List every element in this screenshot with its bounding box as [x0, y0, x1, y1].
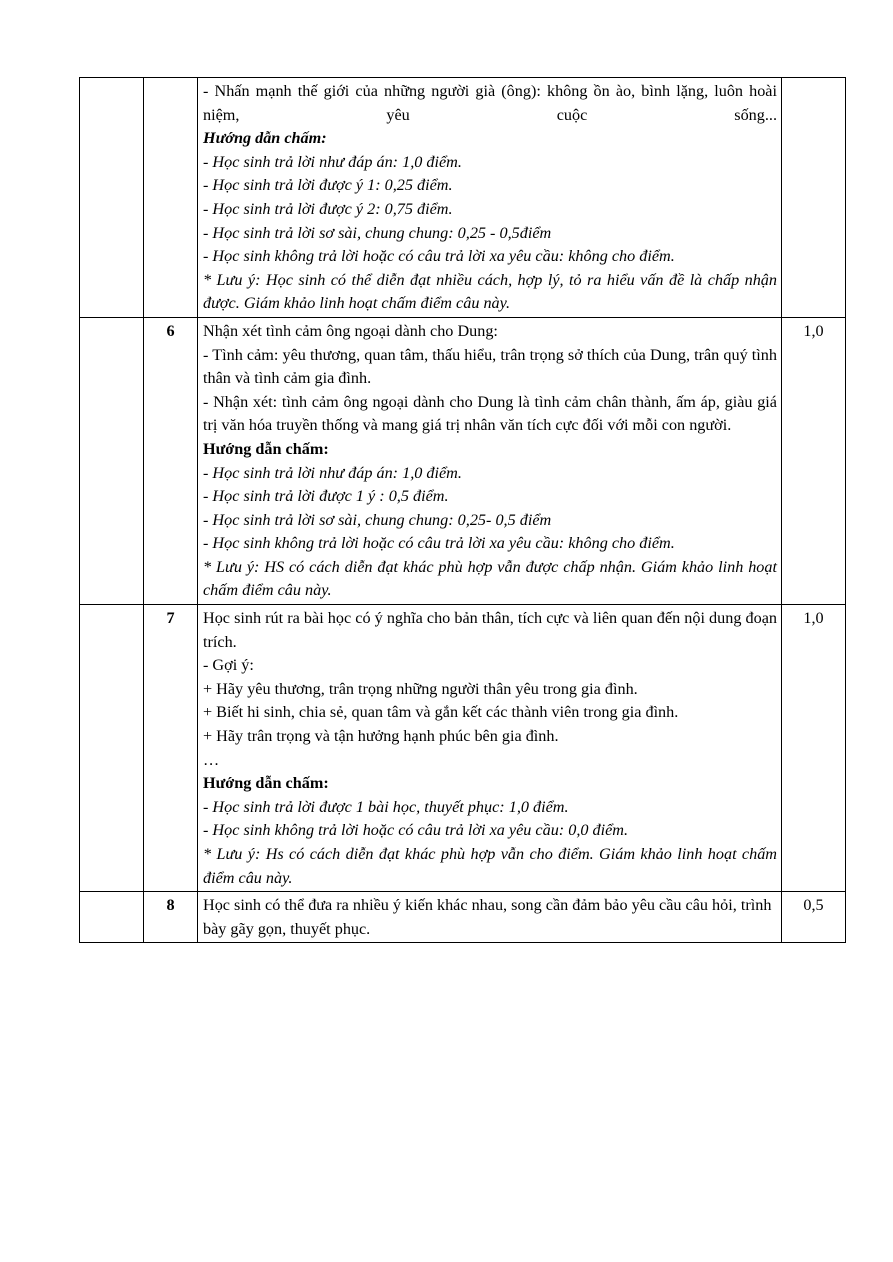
answer-content	[198, 78, 782, 318]
table-row	[80, 317, 846, 604]
score-cell	[782, 78, 846, 318]
grading-line: - Học sinh trả lời sơ sài, chung chung: 0,25 - 0,5điểm	[203, 223, 552, 242]
table-row	[80, 892, 846, 943]
answer-line: Nhận xét tình cảm ông ngoại dành cho Dung:	[203, 321, 498, 340]
question-number: 6	[144, 317, 198, 604]
answer-line: Học sinh có thể đưa ra nhiều ý kiến khác nhau, song cần đảm bảo yêu cầu câu hỏi, trình bày gãy gọn, thuyết phục.	[203, 896, 772, 938]
score-cell: 1,0	[782, 605, 846, 892]
question-number: 7	[144, 605, 198, 892]
grading-line: - Học sinh không trả lời hoặc có câu trả lời xa yêu cầu: 0,0 điểm.	[203, 821, 629, 840]
answer-line: + Biết hi sinh, chia sẻ, quan tâm và gắn kết các thành viên trong gia đình.	[203, 703, 679, 722]
answer-line: + Hãy trân trọng và tận hưởng hạnh phúc bên gia đình.	[203, 727, 559, 746]
table-row	[80, 605, 846, 892]
note-line: * Lưu ý: HS có cách diễn đạt khác phù hợp vẫn được chấp nhận. Giám khảo linh hoạt chấm điểm câu này.	[203, 557, 777, 600]
grading-line: - Học sinh trả lời được ý 1: 0,25 điểm.	[203, 176, 453, 195]
ellipsis-line: …	[203, 750, 220, 769]
answer-content	[198, 605, 782, 892]
section-cell	[80, 605, 144, 892]
answer-line: Học sinh rút ra bài học có ý nghĩa cho bản thân, tích cực và liên quan đến nội dung đoạn trích.	[203, 609, 777, 651]
grading-line: - Học sinh trả lời được 1 ý : 0,5 điểm.	[203, 487, 449, 506]
answer-line: + Hãy yêu thương, trân trọng những người thân yêu trong gia đình.	[203, 679, 638, 698]
section-cell	[80, 78, 144, 318]
table-row	[80, 78, 846, 318]
answer-line: - Nhấn mạnh thế giới của những người già (ông): không ồn ào, bình lặng, luôn hoài niệm, yêu cuộc sống...	[203, 82, 777, 124]
answer-line: - Gợi ý:	[203, 656, 254, 675]
grading-line: - Học sinh trả lời như đáp án: 1,0 điểm.	[203, 152, 462, 171]
question-number	[144, 78, 198, 318]
grading-line: - Học sinh không trả lời hoặc có câu trả lời xa yêu cầu: không cho điểm.	[203, 247, 675, 266]
note-line: * Lưu ý: Hs có cách diễn đạt khác phù hợp vẫn cho điểm. Giám khảo linh hoạt chấm điểm câu này.	[203, 845, 777, 887]
grading-line: - Học sinh trả lời được ý 2: 0,75 điểm.	[203, 199, 453, 218]
grading-guide-heading: Hướng dẫn chấm:	[203, 439, 329, 458]
section-cell	[80, 317, 144, 604]
answer-line: - Tình cảm: yêu thương, quan tâm, thấu hiểu, trân trọng sở thích của Dung, trân quý tình thân và tình cảm gia đình.	[203, 345, 777, 388]
grading-line: - Học sinh trả lời sơ sài, chung chung: 0,25- 0,5 điểm	[203, 510, 552, 529]
grading-guide-heading: Hướng dẫn chấm:	[203, 774, 329, 793]
answer-content	[198, 892, 782, 943]
score-cell: 1,0	[782, 317, 846, 604]
grading-guide-heading: Hướng dẫn chấm:	[203, 129, 327, 148]
grading-line: - Học sinh không trả lời hoặc có câu trả lời xa yêu cầu: không cho điểm.	[203, 534, 675, 553]
grading-line: - Học sinh trả lời như đáp án: 1,0 điểm.	[203, 463, 462, 482]
grading-table	[79, 77, 846, 943]
answer-content	[198, 317, 782, 604]
grading-line: - Học sinh trả lời được 1 bài học, thuyết phục: 1,0 điểm.	[203, 797, 569, 816]
score-cell: 0,5	[782, 892, 846, 943]
section-cell	[80, 892, 144, 943]
question-number: 8	[144, 892, 198, 943]
answer-line: - Nhận xét: tình cảm ông ngoại dành cho Dung là tình cảm chân thành, ấm áp, giàu giá trị văn hóa truyền thống và mang giá trị nhân văn tích cực đối với mỗi con người.	[203, 392, 777, 435]
note-line: * Lưu ý: Học sinh có thể diễn đạt nhiều cách, hợp lý, tỏ ra hiểu vấn đề là chấp nhận được. Giám khảo linh hoạt chấm điểm câu này.	[203, 270, 777, 313]
